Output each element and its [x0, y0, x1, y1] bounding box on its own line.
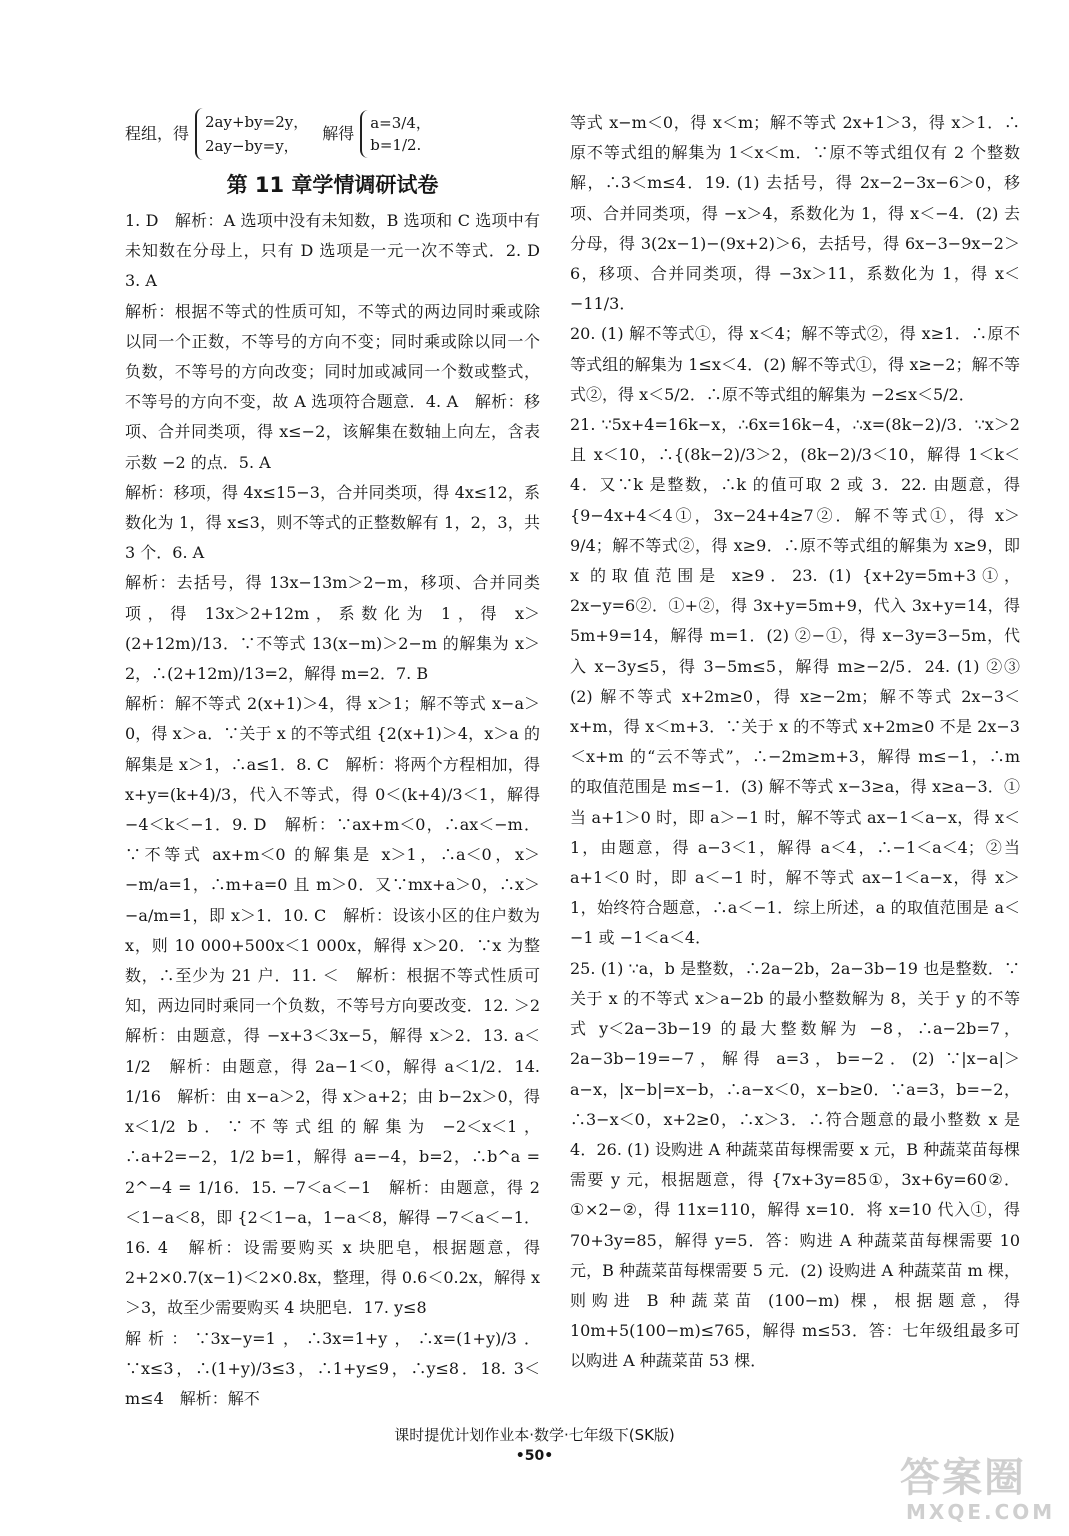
left-paragraph-4: 解析：去括号，得 13x−13m＞2−m，移项、合并同类项，得 13x＞2+12m，系数化为 1，得 x＞(2+12m)/13．∵不等式 13(x−m)＞2−m 的解集为 x＞2，∴(2+12m)/13=2，解得 m=2．7. B — [125, 573, 540, 684]
right-paragraph-1: 等式 x−m＜0，得 x＜m；解不等式 2x+1＞3，得 x＞1．∴原不等式组的解集为 1＜x＜m．∵原不等式组仅有 2 个整数解，∴3＜m≤4．19. (1) 去括号，得 2x−2−3x−6＞0，移项、合并同类项，得 −x＞4，系数化为 1，得 x＜−4．(2) 去分母，得 3(2x−1)−(9x+2)＞6，去括号，得 6x−3−9x−2＞6，移项、合并同类项，得 −3x＞11，系数化为 1，得 x＜−11/3． — [570, 113, 1020, 314]
watermark-bottom: MXQE.COM — [906, 1500, 1056, 1524]
right-paragraph-2: 20. (1) 解不等式①，得 x＜4；解不等式②，得 x≥1．∴原不等式组的解集为 1≤x＜4．(2) 解不等式①，得 x≥−2；解不等式②，得 x＜5/2．∴原不等式组的解集为 −2≤x＜5/2． — [570, 324, 1020, 404]
page-number: •50• — [515, 1448, 554, 1464]
intro-sol-1: a=3/4， — [370, 114, 431, 132]
left-paragraph-3: 解析：移项，得 4x≤15−3，合并同类项，得 4x≤12，系数化为 1，得 x≤3，则不等式的正整数解有 1，2，3，共 3 个．6. A — [125, 482, 540, 563]
intro-solution — [360, 110, 439, 158]
right-column — [570, 108, 1037, 1377]
watermark-logo — [900, 1456, 1060, 1530]
left-column — [125, 108, 557, 1414]
intro-eq-2: 2ay−by=y， — [205, 137, 299, 155]
left-paragraph-6: 解析：∵3x−y=1，∴3x=1+y，∴x=(1+y)/3．∵x≤3，∴(1+y)/3≤3，∴1+y≤9，∴y≤8．18. 3＜m≤4 解析：解不 — [125, 1328, 540, 1408]
intro-prefix: 程组，得 — [125, 123, 190, 143]
left-paragraph-1: 1. D 解析：A 选项中没有未知数，B 选项和 C 选项中有未知数在分母上，只有 D 选项是一元一次不等式．2. D 3. A — [125, 211, 557, 291]
left-paragraph-5: 解析：解不等式 2(x+1)＞4，得 x＞1；解不等式 x−a＞0，得 x＞a．∵关于 x 的不等式组 {2(x+1)＞4，x＞a 的解集是 x＞1，∴a≤1．8. C 解析：将两个方程相加，得 x+y=(k+4)/3，代入不等式，得 0＜(k+4)/3＜1，解得 −4＜k＜−1．9. D 解析：∵ax+m＜0，∴ax＜−m．∵不等式 ax+m＜0 的解集是 x＞1，∴a＜0，x＞−m/a=1，∴m+a=0 且 m＞0．又∵mx+a＞0，∴x＞−a/m=1，即 x＞1．10. C 解析：设该小区的住户数为 x，则 10 000+500x＜1 000x，解得 x＞20．∵x 为整数，∴至少为 21 户．11. ＜ 解析：根据不等式性质可知，两边同时乘同一个负数，不等号方向要改变．12. ＞2 解析：由题意，得 −x+3＜3x−5，解得 x＞2．13. a＜1/2 解析：由题意，得 2a−1＜0，解得 a＜1/2．14. 1/16 解析：由 x−a＞2，得 x＞a+2；由 b−2x＞0，得 x＜1/2 b．∵不等式组的解集为 −2＜x＜1，∴a+2=−2，1/2 b=1，解得 a=−4，b=2，∴b^a = 2^−4 = 1/16．15. −7＜a＜−1 解析：由题意，得 2＜1−a＜8，即 {2＜1−a，1−a＜8，解得 −7＜a＜−1．16. 4 解析：设需要购买 x 块肥皂，根据题意，得 2+2×0.7(x−1)＜2×0.8x，整理，得 0.6＜0.2x，解得 x＞3，故至少需要购买 4 块肥皂．17. y≤8 — [125, 694, 557, 1318]
intro-eq-1: 2ay+by=2y， — [205, 113, 309, 131]
section-title: 第 11 章学情调研试卷 — [226, 173, 439, 197]
right-paragraph-3: 21. ∵5x+4=16k−x，∴6x=16k−4，∴x=(8k−2)/3．∵x＞2 且 x＜10，∴{(8k−2)/3＞2，(8k−2)/3＜10，解得 1＜k＜4．又∵k 是整数，∴k 的值可取 2 或 3．22. 由题意，得 {9−4x+4＜4①，3x−24+4≥7②．解不等式①，得 x＞9/4；解不等式②，得 x≥9．∴原不等式组的解集为 x≥9，即 x 的取值范围是 x≥9．23. (1) {x+2y=5m+3①，2x−y=6②．①+②，得 3x+y=5m+9，代入 3x+y=14，得 5m+9=14，解得 m=1．(2) ②−①，得 x−3y=3−5m，代入 x−3y≤5，得 3−5m≤5，解得 m≥−2/5．24. (1) ②③ (2) 解不等式 x+2m≥0，得 x≥−2m；解不等式 2x−3＜x+m，得 x＜m+3．∵关于 x 的不等式 x+2m≥0 不是 2x−3＜x+m 的“云不等式”，∴−2m≥m+3，解得 m≤−1，∴m 的取值范围是 m≤−1．(3) 解不等式 x−3≥a，得 x≥a−3．①当 a+1＞0 时，即 a＞−1 时，解不等式 ax−1＜a−x，得 x＜1，由题意，得 a−3＜1，解得 a＜4，∴−1＜a＜4；②当 a+1＜0 时，即 a＜−1 时，解不等式 ax−1＜a−x，得 x＞1，始终符合题意，∴a＜−1．综上所述，a 的取值范围是 a＜−1 或 −1＜a＜4． — [570, 415, 1037, 948]
left-paragraph-2: 解析：根据不等式的性质可知，不等式的两边同时乘或除以同一个正数，不等号的方向不变；同时乘或除以同一个负数，不等号的方向改变；同时加或减同一个数或整式，不等号的方向不变，故 A 选项符合题意．4. A 解析：移项、合并同类项，得 x≤−2，该解集在数轴上向左，含表示数 −2 的点．5. A — [125, 301, 540, 472]
intro-solve: 解得 — [322, 123, 355, 143]
watermark-top: 答案圈 — [900, 1455, 1026, 1501]
intro-system — [125, 108, 540, 160]
intro-sol-2: b=1/2. — [370, 136, 422, 154]
right-paragraph-4: 25. (1) ∵a，b 是整数，∴2a−2b，2a−3b−19 也是整数．∵关于 x 的不等式 x＞a−2b 的最小整数解为 8，关于 y 的不等式 y＜2a−3b−19 的最大整数解为 −8，∴a−2b=7，2a−3b−19=−7，解得 a=3，b=−2．(2) ∵|x−a|＞a−x，|x−b|=x−b，∴a−x＜0，x−b≥0．∵a=3，b=−2，∴3−x＜0，x+2≥0，∴x＞3．∴符合题意的最小整数 x 是 4．26. (1) 设购进 A 种蔬菜苗每棵需要 x 元，B 种蔬菜苗每棵需要 y 元，根据题意，得 {7x+3y=85①，3x+6y=60②．①×2−②，得 11x=110，解得 x=10．将 x=10 代入①，得 70+3y=85，解得 y=5．答：购进 A 种蔬菜苗每棵需要 10 元，B 种蔬菜苗每棵需要 5 元．(2) 设购进 A 种蔬菜苗 m 棵，则购进 B 种蔬菜苗 (100−m) 棵，根据题意，得 10m+5(100−m)≤765，解得 m≤53．答：七年级组最多可以购进 A 种蔬菜苗 53 棵． — [570, 958, 1020, 1371]
intro-equation-system — [195, 108, 316, 160]
footer-book-title: 课时提优计划作业本·数学·七年级下(SK版) — [394, 1426, 675, 1444]
